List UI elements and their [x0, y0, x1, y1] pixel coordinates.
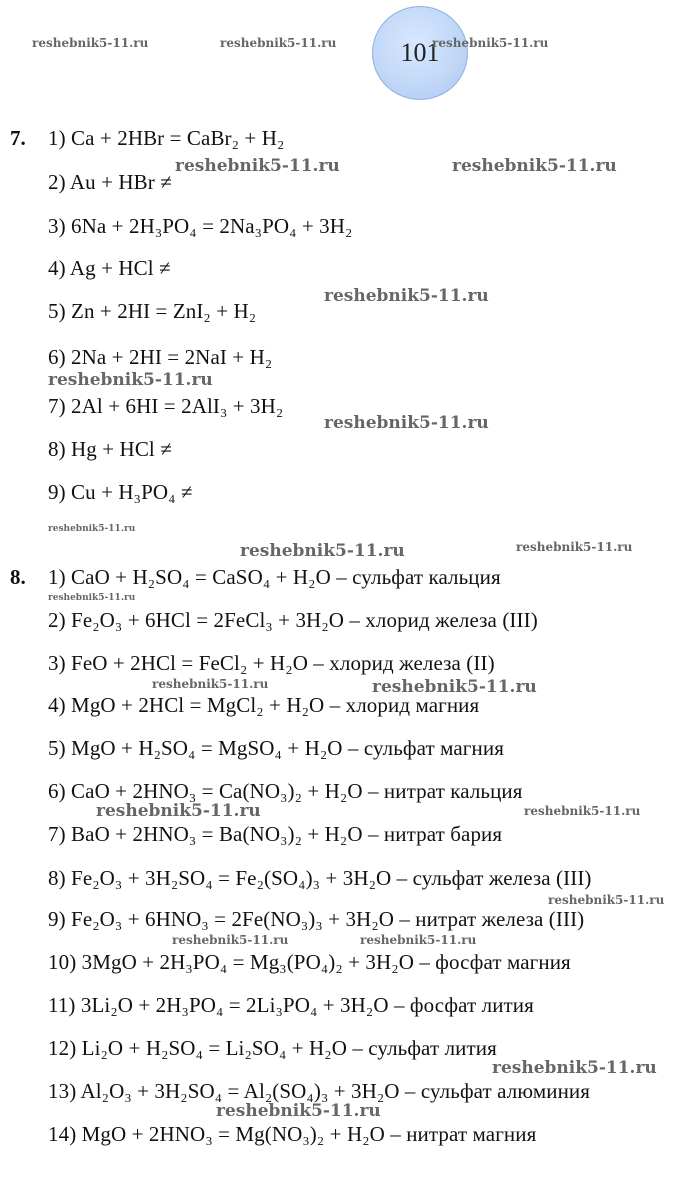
- watermark: reshebnik5-11.ru: [324, 286, 489, 306]
- task-7-line: 5) Zn + 2HI = ZnI₂ + H₂: [48, 299, 257, 323]
- watermark: reshebnik5-11.ru: [524, 804, 641, 818]
- task-8-line: 7) BaO + 2HNO₃ = Ba(NO₃)₂ + H₂O – нитрат бария: [48, 822, 503, 846]
- watermark: reshebnik5-11.ru: [492, 1058, 657, 1078]
- watermark: reshebnik5-11.ru: [48, 524, 136, 534]
- task-7-line: 9) Cu + H₃PO₄ ≠: [48, 480, 193, 504]
- page-number: 101: [400, 38, 440, 67]
- task-8-line: 11) 3Li₂O + 2H₃PO₄ = 2Li₃PO₄ + 3H₂O – фосфат лития: [48, 993, 534, 1017]
- task-8-line: 13) Al₂O₃ + 3H₂SO₄ = Al₂(SO₄)₃ + 3H₂O – сульфат алюминия: [48, 1079, 591, 1103]
- task-7-number: 7.: [10, 126, 26, 150]
- watermark: reshebnik5-11.ru: [372, 677, 537, 697]
- watermark: reshebnik5-11.ru: [175, 156, 340, 176]
- watermark: reshebnik5-11.ru: [96, 801, 261, 821]
- task-8-line: 4) MgO + 2HCl = MgCl₂ + H₂O – хлорид магния: [48, 693, 480, 717]
- watermark: reshebnik5-11.ru: [220, 36, 337, 50]
- watermark: reshebnik5-11.ru: [324, 413, 489, 433]
- task-8-line: 10) 3MgO + 2H₃PO₄ = Mg₃(PO₄)₂ + 3H₂O – фосфат магния: [48, 950, 571, 974]
- watermark: reshebnik5-11.ru: [216, 1101, 381, 1121]
- task-7-line: 2) Au + HBr ≠: [48, 170, 172, 194]
- task-8-number: 8.: [10, 565, 26, 589]
- task-8-line: 5) MgO + H₂SO₄ = MgSO₄ + H₂O – сульфат магния: [48, 736, 504, 760]
- watermark: reshebnik5-11.ru: [172, 933, 289, 947]
- task-8-line: 14) MgO + 2HNO₃ = Mg(NO₃)₂ + H₂O – нитрат магния: [48, 1122, 537, 1146]
- watermark: reshebnik5-11.ru: [152, 677, 269, 691]
- task-7-line: 6) 2Na + 2HI = 2NaI + H₂: [48, 345, 273, 369]
- task-7-line: 3) 6Na + 2H₃PO₄ = 2Na₃PO₄ + 3H₂: [48, 214, 353, 238]
- task-8-line: 3) FeO + 2HCl = FeCl₂ + H₂O – хлорид железа (II): [48, 651, 495, 675]
- task-7-line: 7) 2Al + 6HI = 2AlI₃ + 3H₂: [48, 394, 284, 418]
- task-8-line: 2) Fe₂O₃ + 6HCl = 2FeCl₃ + 3H₂O – хлорид железа (III): [48, 608, 538, 632]
- task-7-line: 4) Ag + HCl ≠: [48, 256, 171, 280]
- watermark: reshebnik5-11.ru: [360, 933, 477, 947]
- watermark: reshebnik5-11.ru: [548, 893, 665, 907]
- task-7-line: 8) Hg + HCl ≠: [48, 437, 172, 461]
- watermark: reshebnik5-11.ru: [452, 156, 617, 176]
- task-8-line: 9) Fe₂O₃ + 6HNO₃ = 2Fe(NO₃)₃ + 3H₂O – нитрат железа (III): [48, 907, 585, 931]
- watermark: reshebnik5-11.ru: [32, 36, 149, 50]
- watermark: reshebnik5-11.ru: [516, 540, 633, 554]
- watermark: reshebnik5-11.ru: [48, 593, 136, 603]
- task-8-line: 12) Li₂O + H₂SO₄ = Li₂SO₄ + H₂O – сульфат лития: [48, 1036, 497, 1060]
- task-8-line: 1) CaO + H₂SO₄ = CaSO₄ + H₂O – сульфат кальция: [48, 565, 501, 589]
- task-8-line: 8) Fe₂O₃ + 3H₂SO₄ = Fe₂(SO₄)₃ + 3H₂O – сульфат железа (III): [48, 866, 592, 890]
- task-7-line: 1) Ca + 2HBr = CaBr₂ + H₂: [48, 126, 285, 150]
- watermark: reshebnik5-11.ru: [432, 36, 549, 50]
- task-8-line: 6) CaO + 2HNO₃ = Ca(NO₃)₂ + H₂O – нитрат кальция: [48, 779, 523, 803]
- watermark: reshebnik5-11.ru: [48, 370, 213, 390]
- watermark: reshebnik5-11.ru: [240, 541, 405, 561]
